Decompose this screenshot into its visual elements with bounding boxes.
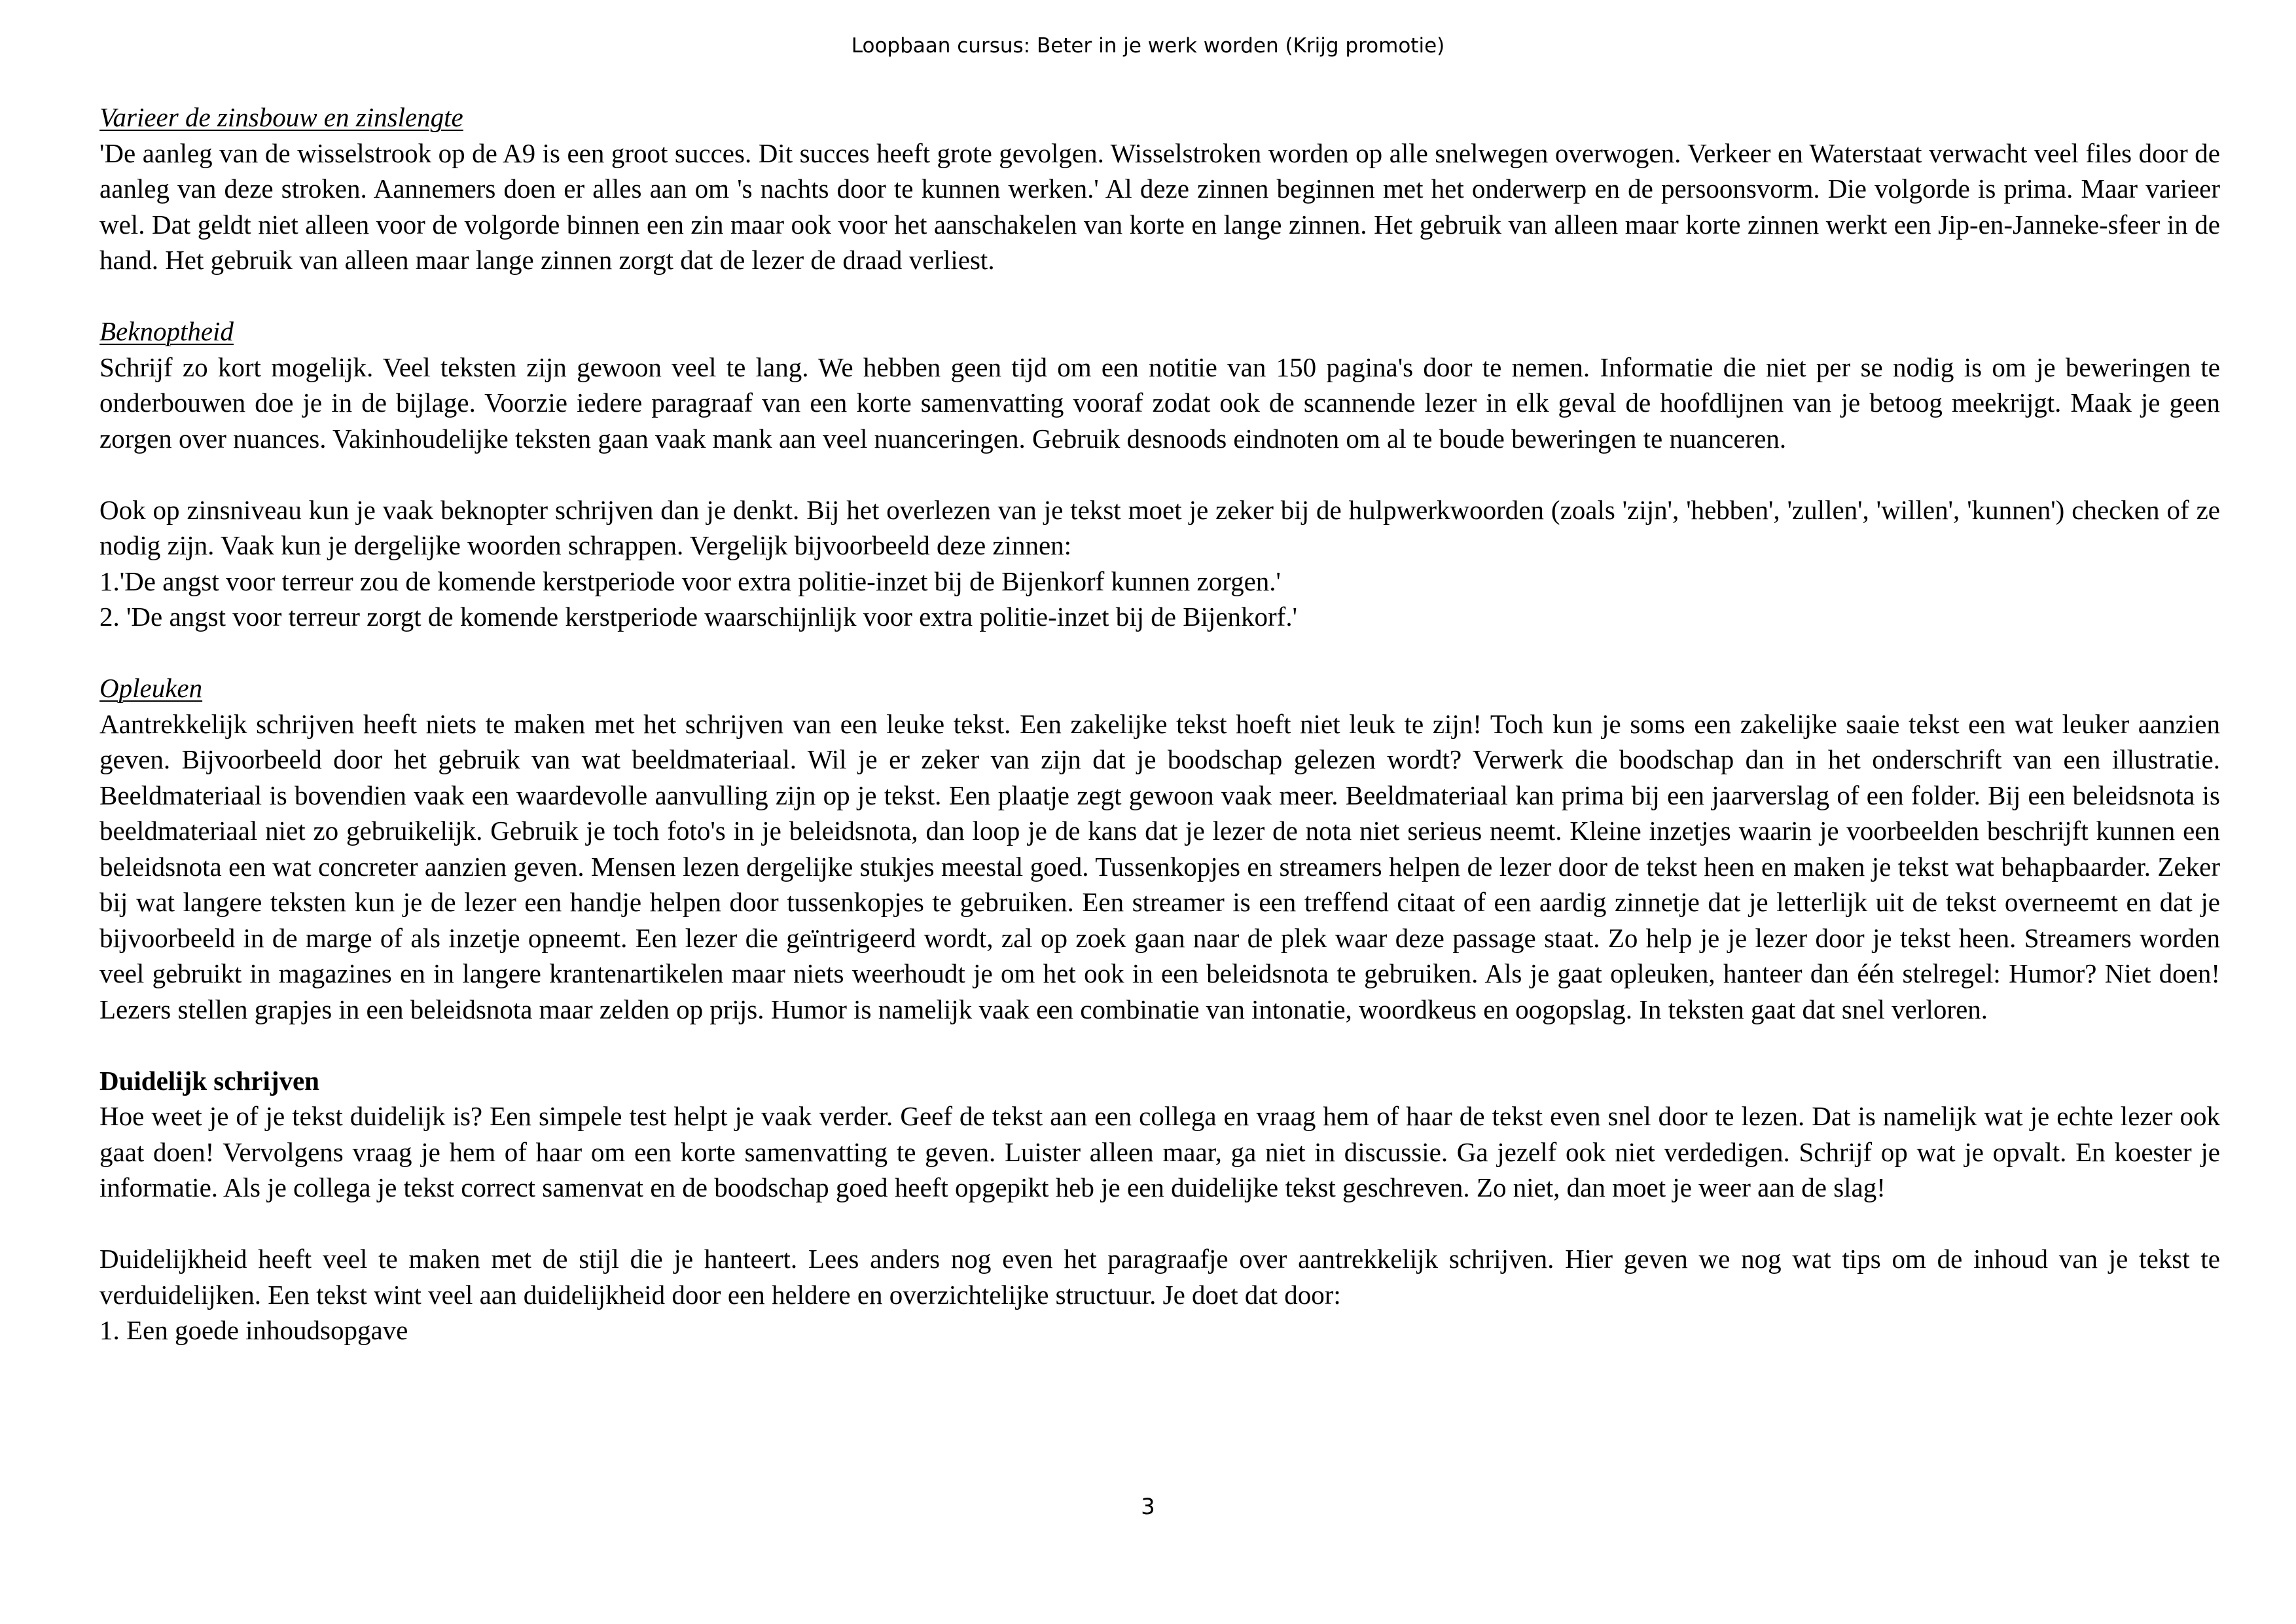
heading-zinsbouw: Varieer de zinsbouw en zinslengte <box>99 102 463 132</box>
paragraph: Duidelijkheid heeft veel te maken met de stijl die je hanteert. Lees anders nog even het paragraafje over aantrekkelijk schrijven. Hier geven we nog wat tips om de inhoud van je tekst te verduidelijken. Een tekst wint veel aan duidelijkheid door een heldere en overzichtelijke structuur. Je doet dat door: <box>99 1244 2220 1310</box>
paragraph-gap <box>99 1027 2220 1063</box>
section-heading <box>99 670 2220 706</box>
document-body <box>99 99 2220 1348</box>
page-number: 3 <box>1141 1494 1155 1520</box>
section-beknoptheid <box>99 314 2220 635</box>
paragraph: Schrijf zo kort mogelijk. Veel teksten zijn gewoon veel te lang. We hebben geen tijd om een notitie van 150 pagina's door te nemen. Informatie die niet per se nodig is om je beweringen te onderbouwen doe je in de bijlage. Voorzie iedere paragraaf van een korte samenvatting vooraf zodat ook de scannende lezer in elk geval de hoofdlijnen van je betoog meekrijgt. Maak je geen zorgen over nuances. Vakinhoudelijke teksten gaan vaak mank aan veel nuanceringen. Gebruik desnoods eindnoten om al te boude beweringen te nuanceren. <box>99 352 2220 454</box>
paragraph-gap <box>99 278 2220 314</box>
paragraph-gap <box>99 456 2220 492</box>
paragraph: Aantrekkelijk schrijven heeft niets te maken met het schrijven van een leuke tekst. Een zakelijke tekst hoeft niet leuk te zijn! Toch kun je soms een zakelijke saaie tekst een wat leuker aanzien geven. Bijvoorbeeld door het gebruik van wat beeldmateriaal. Wil je er zeker van zijn dat je boodschap gelezen wordt? Verwerk die boodschap dan in het onderschrift van een illustratie. Beeldmateriaal is bovendien vaak een waardevolle aanvulling zijn op je tekst. Een plaatje zegt gewoon vaak meer. Beeldmateriaal kan prima bij een jaarverslag of een folder. Bij een beleidsnota is beeldmateriaal niet zo gebruikelijk. Gebruik je toch foto's in je beleidsnota, dan loop je de kans dat je lezer de nota niet serieus neemt. Kleine inzetjes waarin je voorbeelden beschrijft kunnen een beleidsnota een wat concreter aanzien geven. Mensen lezen dergelijke stukjes meestal goed. Tussenkopjes en streamers helpen de lezer door de tekst heen en maken je tekst wat behapbaarder. Zeker bij wat langere teksten kun je de lezer een handje helpen door tussenkopjes te gebruiken. Een streamer is een treffend citaat of een aardig zinnetje dat je letterlijk uit de tekst overneemt en dat je bijvoorbeeld in de marge of als inzetje opneemt. Een lezer die geïntrigeerd wordt, zal op zoek gaan naar de plek waar deze passage staat. Zo help je je lezer door je tekst heen. Streamers worden veel gebruikt in magazines en in langere krantenartikelen maar niets weerhoudt je om het ook in een beleidsnota te gebruiken. Als je gaat opleuken, hanteer dan één stelregel: Humor? Niet doen! Lezers stellen grapjes in een beleidsnota maar zelden op prijs. Humor is namelijk vaak een combinatie van intonatie, woordkeus en oogopslag. In teksten gaat dat snel verloren. <box>99 708 2220 1024</box>
section-heading <box>99 1063 2220 1099</box>
heading-beknoptheid: Beknoptheid <box>99 316 234 346</box>
heading-opleuken: Opleuken <box>99 673 203 703</box>
section-heading <box>99 314 2220 350</box>
paragraph: Hoe weet je of je tekst duidelijk is? Een simpele test helpt je vaak verder. Geef de tekst aan een collega en vraag hem of haar de tekst even snel door te lezen. Dat is namelijk wat je echte lezer ook gaat doen! Vervolgens vraag je hem of haar om een korte samenvatting te geven. Luister alleen maar, ga niet in discussie. Ga jezelf ook niet verdedigen. Schrijf op wat je opvalt. En koester je informatie. Als je collega je tekst correct samenvat en de boodschap goed heeft opgepikt heb je een duidelijke tekst geschreven. Zo niet, dan moet je weer aan de slag! <box>99 1101 2220 1202</box>
paragraph: 'De aanleg van de wisselstrook op de A9 is een groot succes. Dit succes heeft grote gevolgen. Wisselstroken worden op alle snelwegen overwogen. Verkeer en Waterstaat verwacht veel files door de aanleg van deze stroken. Aannemers doen er alles aan om 's nachts door te kunnen werken.' Al deze zinnen beginnen met het onderwerp en de persoonsvorm. Die volgorde is prima. Maar varieer wel. Dat geldt niet alleen voor de volgorde binnen een zin maar ook voor het aanschakelen van korte en lange zinnen. Het gebruik van alleen maar korte zinnen werkt een Jip-en-Janneke-sfeer in de hand. Het gebruik van alleen maar lange zinnen zorgt dat de lezer de draad verliest. <box>99 137 2220 275</box>
paragraph: Ook op zinsniveau kun je vaak beknopter schrijven dan je denkt. Bij het overlezen van je tekst moet je zeker bij de hulpwerkwoorden (zoals 'zijn', 'hebben', 'zullen', 'willen', 'kunnen') checken of ze nodig zijn. Vaak kun je dergelijke woorden schrappen. Vergelijk bijvoorbeeld deze zinnen: <box>99 494 2220 560</box>
page-header: Loopbaan cursus: Beter in je werk worden (Krijg promotie) <box>851 34 1445 58</box>
section-duidelijk <box>99 1063 2220 1348</box>
section-opleuken <box>99 670 2220 1027</box>
section-zinsbouw <box>99 99 2220 278</box>
list-item: 1.'De angst voor terreur zou de komende kerstperiode voor extra politie-inzet bij de Bijenkorf kunnen zorgen.' <box>99 566 1281 596</box>
paragraph-gap <box>99 1206 2220 1242</box>
heading-duidelijk: Duidelijk schrijven <box>99 1065 319 1096</box>
section-heading <box>99 99 2220 135</box>
list-item: 2. 'De angst voor terreur zorgt de komende kerstperiode waarschijnlijk voor extra politie-inzet bij de Bijenkorf.' <box>99 602 1297 632</box>
list-item: 1. Een goede inhoudsopgave <box>99 1315 408 1345</box>
paragraph-gap <box>99 635 2220 671</box>
